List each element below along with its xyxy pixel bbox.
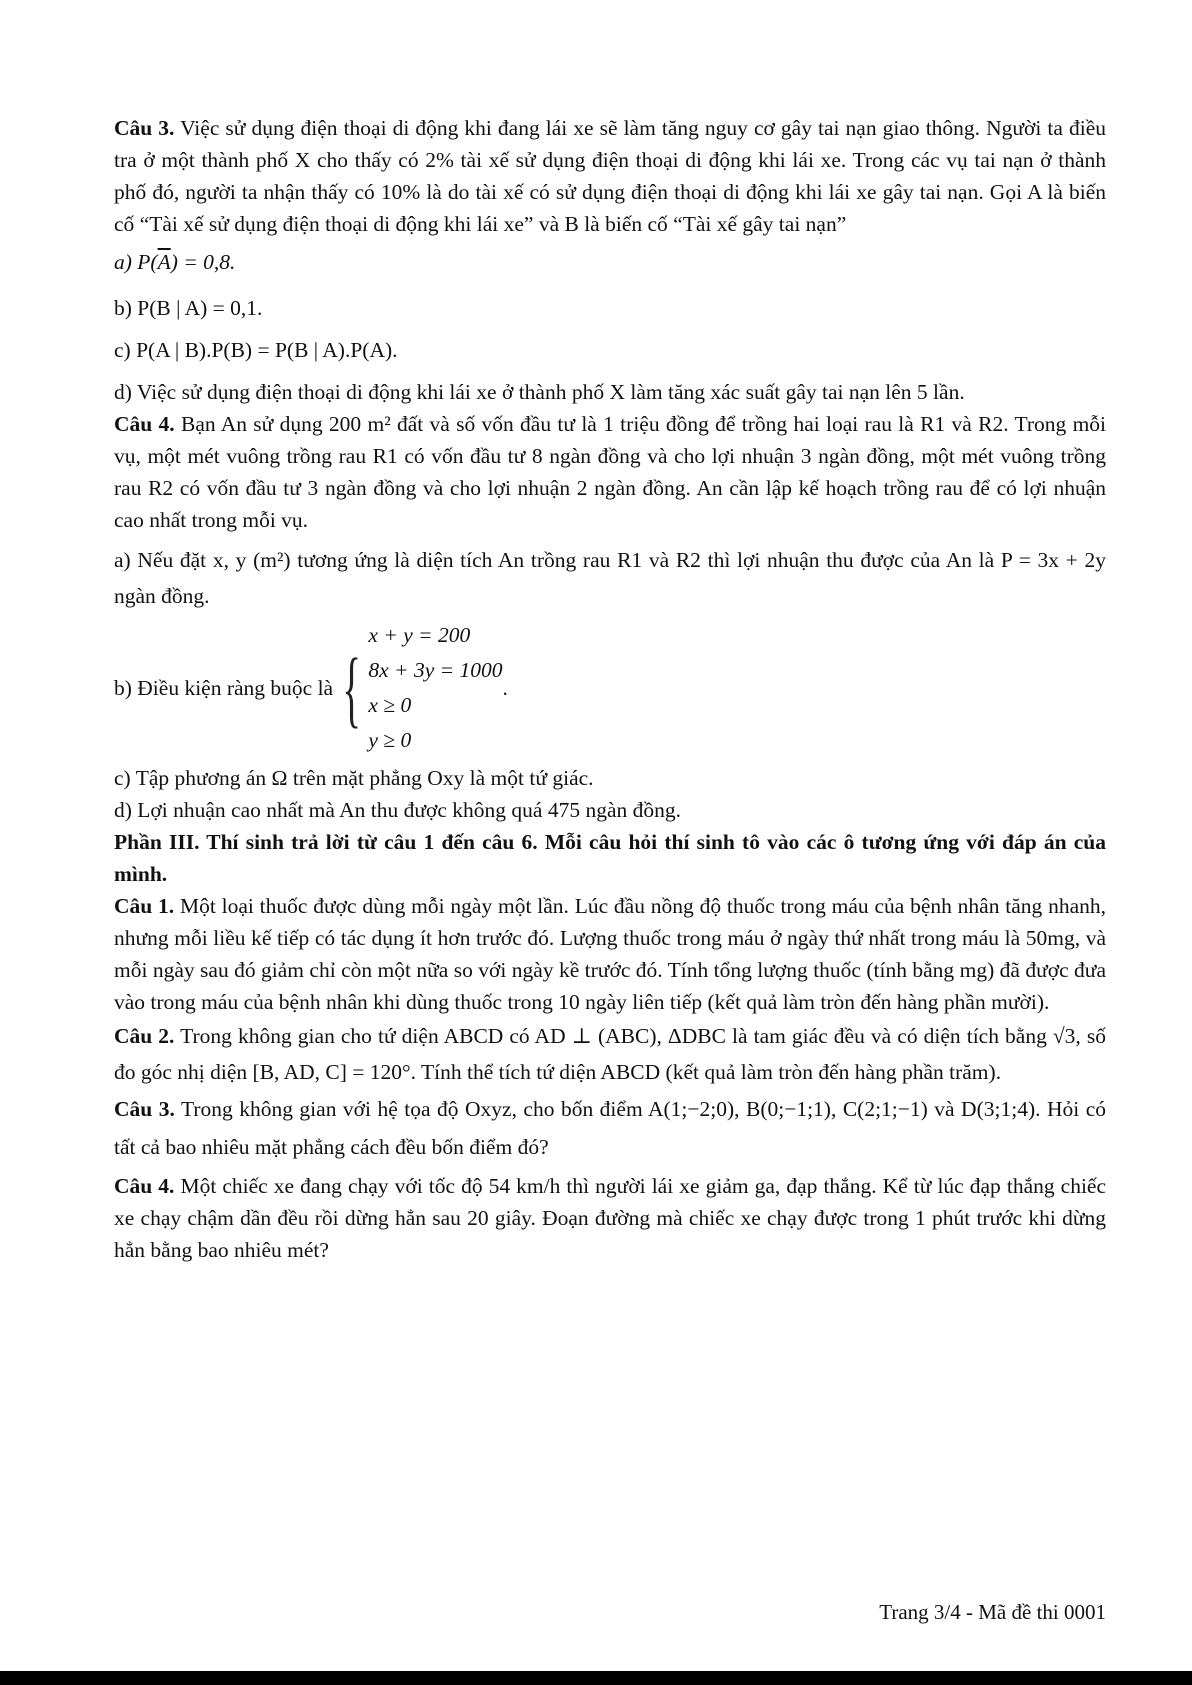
part-3-question-3	[114, 1090, 1106, 1166]
exam-page	[114, 112, 1106, 1266]
constraint-line: 8x + 3y = 1000	[368, 658, 503, 682]
option-b	[114, 618, 1106, 758]
question-text: Trong không gian với hệ tọa độ Oxyz, cho bốn điểm A(1;−2;0), B(0;−1;1), C(2;1;−1) và D(3;1;4). Hỏi có tất cả bao nhiêu mặt phẳng cách đều bốn điểm đó?	[114, 1097, 1106, 1159]
constraint-line: x ≥ 0	[368, 693, 412, 717]
constraint-line: x + y = 200	[368, 623, 471, 647]
question-text: Bạn An sử dụng 200 m² đất và số vốn đầu tư là 1 triệu đồng để trồng hai loại rau là R1 và R2. Trong mỗi vụ, một mét vuông trồng rau R1 có vốn đầu tư 8 ngàn đồng và cho lợi nhuận 3 ngàn đồng, một mét vuông trồng rau R2 có vốn đầu tư 3 ngàn đồng và cho lợi nhuận 2 ngàn đồng. An cần lập kế hoạch trồng rau để có lợi nhuận cao nhất trong mỗi vụ.	[114, 412, 1107, 532]
question-label: Câu 2.	[114, 1024, 175, 1048]
question-label: Câu 4.	[114, 412, 175, 436]
option-c: c) P(A | B).P(B) = P(B | A).P(A).	[114, 338, 398, 362]
option-b: b) P(B | A) = 0,1.	[114, 296, 263, 320]
option-a: a) Nếu đặt x, y (m²) tương ứng là diện tích An trồng rau R1 và R2 thì lợi nhuận thu được của An là P = 3x + 2y ngàn đồng.	[114, 548, 1106, 608]
constraint-system	[368, 618, 502, 758]
question-text: Một loại thuốc được dùng mỗi ngày một lần. Lúc đầu nồng độ thuốc trong máu của bệnh nhân tăng nhanh, nhưng mỗi liều kế tiếp có tác dụng ít hơn trước đó. Lượng thuốc trong máu ở ngày thứ nhất trong máu là 50mg, và mỗi ngày sau đó giảm chỉ còn một nữa so với ngày kề trước đó. Tính tổng lượng thuốc (tính bằng mg) đã được đưa vào trong máu của bệnh nhân khi dùng thuốc trong 10 ngày liên tiếp (kết quả làm tròn đến hàng phần mười).	[114, 894, 1107, 1014]
question-3-part2	[114, 112, 1106, 240]
question-label: Câu 1.	[114, 894, 175, 918]
option-b-text: b) Điều kiện ràng buộc là	[114, 676, 334, 700]
question-text: Việc sử dụng điện thoại di động khi đang lái xe sẽ làm tăng nguy cơ gây tai nạn giao thông. Người ta điều tra ở một thành phố X cho thấy có 2% tài xế sử dụng điện thoại di động khi lái xe. Trong các vụ tai nạn ở thành phố đó, người ta nhận thấy có 10% là do tài xế có sử dụng điện thoại di động khi lái xe gây tai nạn. Gọi A là biến cố “Tài xế sử dụng điện thoại di động khi lái xe” và B là biến cố “Tài xế gây tai nạn”	[114, 116, 1106, 236]
part-3-question-1	[114, 890, 1106, 1018]
option-c: c) Tập phương án Ω trên mặt phẳng Oxy là một tứ giác.	[114, 766, 594, 790]
question-label: Câu 3.	[114, 116, 175, 140]
question-4-part2	[114, 408, 1106, 536]
option-a: a) $P(\overline{A}) = 0,8$.	[114, 250, 236, 274]
question-text: Một chiếc xe đang chạy với tốc độ 54 km/h thì người lái xe giảm ga, đạp thắng. Kể từ lúc đạp thắng chiếc xe chạy chậm dần đều rồi dừng hẳn sau 20 giây. Đoạn đường mà chiếc xe chạy được trong 1 phút trước khi dừng hẳn bằng bao nhiêu mét?	[114, 1174, 1107, 1262]
part-3-question-4	[114, 1170, 1106, 1266]
question-label: Câu 4.	[114, 1174, 175, 1198]
question-text: Trong không gian cho tứ diện ABCD có AD ⊥ (ABC), ΔDBC là tam giác đều và có diện tích bằng √3, số đo góc nhị diện [B, AD, C] = 120°. Tính thể tích tứ diện ABCD (kết quả làm tròn đến hàng phần trăm).	[114, 1024, 1106, 1084]
scan-edge	[0, 1671, 1192, 1685]
option-b-end: .	[502, 676, 508, 700]
part-3-question-2	[114, 1018, 1106, 1090]
option-d: d) Việc sử dụng điện thoại di động khi lái xe ở thành phố X làm tăng xác suất gây tai nạn lên 5 lần.	[114, 380, 965, 404]
page-footer: Trang 3/4 - Mã đề thi 0001	[879, 1600, 1106, 1624]
option-d: d) Lợi nhuận cao nhất mà An thu được không quá 475 ngàn đồng.	[114, 798, 682, 822]
question-label: Câu 3.	[114, 1097, 175, 1121]
brace-symbol: {	[342, 640, 362, 736]
part-3-heading: Phần III. Thí sinh trả lời từ câu 1 đến câu 6. Mỗi câu hỏi thí sinh tô vào các ô tương ứng với đáp án của mình.	[114, 830, 1106, 886]
constraint-line: y ≥ 0	[368, 728, 412, 752]
